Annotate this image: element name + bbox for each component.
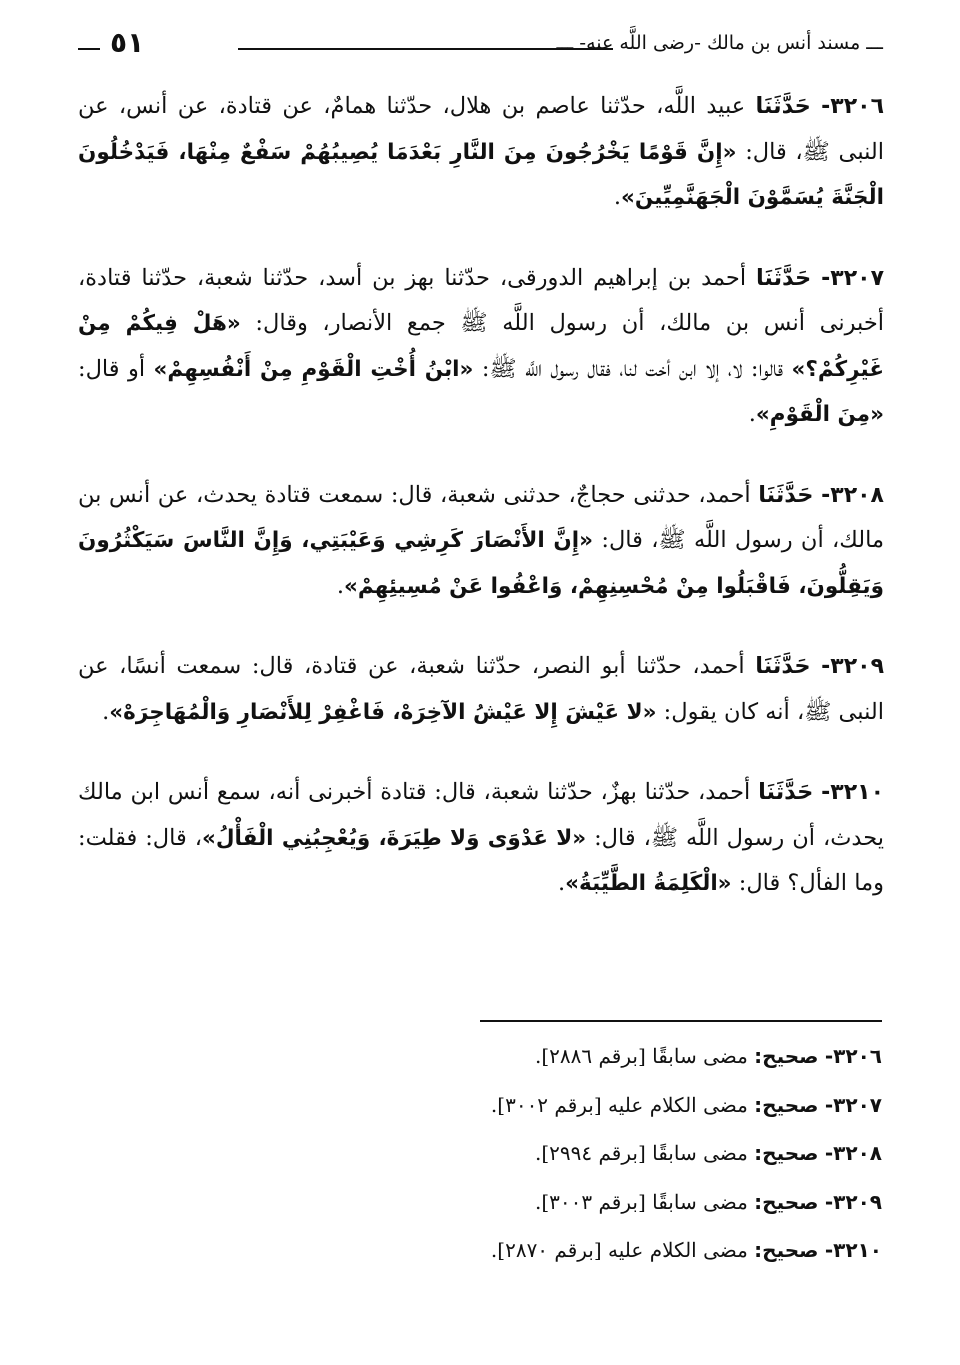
hadith-number: ٣٢٠٨- <box>821 482 884 508</box>
footnote-text: مضى سابقًا [برقم ٢٩٩٤]. <box>534 1141 748 1165</box>
footnote-text: مضى الكلام عليه [برقم ٣٠٠٢]. <box>490 1092 748 1117</box>
footnote-text: مضى سابقًا [برقم ٢٨٨٦]. <box>534 1044 748 1068</box>
hadith-3206 <box>78 84 884 221</box>
footnote-number: ٣٢١٠- <box>824 1238 882 1262</box>
hadith-matn: «لا عَيْشَ إِلا عَيْشُ الآخِرَهْ، فَاغْفِرْ لِلأَنْصَارِ وَالْمُهَاجِرَهْ» <box>109 699 657 725</box>
hadith-matn: «إِنَّ قَوْمًا يَخْرُجُونَ مِنَ النَّارِ بَعْدَمَا يُصِيبُهُمْ سَفْعٌ مِنْهَا، فَيَدْخُلُونَ الْجَنَّةَ يُسَمَّوْنَ الْجَهَنَّمِيِّينَ» <box>78 139 884 210</box>
hadith-middle: قالوا: لا، إلا ابن أخت لنا، فقال رسول اللَّه ﷺ: <box>481 355 784 382</box>
footnote-number: ٣٢٠٦- <box>824 1044 882 1068</box>
hadith-isnad: أحمد، حدّثنا أبو النصر، حدّثنا شعبة، عن قتادة، قال: سمعت أنسًا، عن النبى ﷺ، أنه كان يقول: <box>78 653 884 725</box>
hadith-tail: . <box>336 572 344 599</box>
footnote-grade: صحيح: <box>754 1189 819 1214</box>
hadith-tail: . <box>613 184 621 210</box>
footnote-separator <box>480 1020 882 1022</box>
hadith-3209 <box>78 644 884 735</box>
hadith-middle: ، قال: فقلت: وما الفأل؟ قال: <box>78 824 884 896</box>
hadith-matn: «هَلْ فِيكُمْ مِنْ غَيْرِكُمْ؟» <box>78 311 885 382</box>
hadith-matn-2: «الْكَلِمَةُ الطَّيِّبَةُ» <box>565 871 732 896</box>
hadith-matn: «إِنَّ الأَنْصَارَ كَرِشِي وَعَيْبَتِي، وَإِنَّ النَّاسَ سَيَكْثُرُونَ وَيَقِلُّونَ، فَاقْبَلُوا مِنْ مُحْسِنِهِمْ، وَاعْفُوا عَنْ مُسِيئِهِمْ» <box>78 528 884 599</box>
footnote-grade: صحيح: <box>754 1092 819 1117</box>
footnote-text: مضى سابقًا [برقم ٣٠٠٣]. <box>534 1189 748 1214</box>
footnote-grade: صحيح: <box>754 1238 819 1262</box>
footnotes <box>382 1032 882 1275</box>
hadith-keyword: حَدَّثَنَا <box>755 264 812 291</box>
hadith-number: ٣٢٠٧- <box>821 265 885 291</box>
hadith-keyword: حَدَّثَنَا <box>755 93 811 119</box>
page-number: ٥١ <box>110 26 145 59</box>
hadith-keyword: حَدَّثَنَا <box>758 779 814 805</box>
running-title: ـــ مسند أنس بن مالك -رضى اللَّه عنه- ـــ <box>556 32 883 54</box>
hadith-number: ٣٢٠٦- <box>821 94 885 119</box>
hadith-isnad: أحمد بن إبراهيم الدورقى، حدّثنا بهز بن أسد، حدّثنا شعبة، حدّثنا قتادة، أخبرنى أنس بن مالك، أن رسول اللَّه ﷺ جمع الأنصار، وقال: <box>78 264 884 336</box>
hadith-tail: . <box>102 698 110 725</box>
footnote-text: مضى الكلام عليه [برقم ٢٨٧٠]. <box>490 1238 748 1262</box>
footnote-item <box>382 1032 882 1081</box>
running-header <box>78 26 883 66</box>
footnote-grade: صحيح: <box>754 1141 819 1165</box>
hadith-keyword: حَدَّثَنَا <box>758 481 814 508</box>
hadith-matn-3: «مِنَ الْقَوْمِ» <box>755 402 884 427</box>
hadith-3208 <box>78 473 884 610</box>
footnote-item <box>382 1178 882 1227</box>
hadith-3207 <box>78 256 884 438</box>
main-text <box>78 84 884 942</box>
footnote-item <box>382 1081 882 1130</box>
hadith-isnad: أحمد، حدثنى حجاجٌ، حدثنى شعبة، قال: سمعت قتادة يحدث، عن أنس بن مالك، أن رسول اللَّه ﷺ، قال: <box>78 481 885 553</box>
hadith-matn-2: «ابْنُ أُخْتِ الْقَوْمِ مِنْ أَنْفُسِهِمْ» <box>153 356 474 382</box>
footnote-number: ٣٢٠٩- <box>824 1189 882 1214</box>
hadith-keyword: حَدَّثَنَا <box>755 653 811 679</box>
hadith-tail: . <box>558 870 566 896</box>
footnote-item <box>382 1226 882 1275</box>
hadith-number: ٣٢١٠- <box>821 780 884 805</box>
hadith-number: ٣٢٠٩- <box>821 654 884 679</box>
hadith-3210 <box>78 770 884 907</box>
hadith-isnad: أحمد، حدّثنا بهزٌ، حدّثنا شعبة، قال: قتادة أخبرنى أنه، سمع أنس ابن مالك يحدث، أن رسول اللَّه ﷺ، قال: <box>78 779 884 851</box>
hadith-tail: . <box>748 401 756 427</box>
header-dash <box>78 48 100 50</box>
footnote-item <box>382 1129 882 1178</box>
hadith-matn: «لا عَدْوَى وَلا طِيَرَةَ، وَيُعْجِبُنِي الْفَأْلُ» <box>202 825 587 851</box>
header-rule <box>238 48 613 50</box>
hadith-isnad: عبيد اللَّه، حدّثنا عاصم بن هلال، حدّثنا همامٌ، عن قتادة، عن أنس، عن النبى ﷺ، قال: <box>78 93 884 165</box>
footnote-number: ٣٢٠٧- <box>824 1092 882 1117</box>
hadith-middle-2: أو قال: <box>78 355 146 382</box>
footnote-number: ٣٢٠٨- <box>824 1141 882 1165</box>
footnote-grade: صحيح: <box>754 1044 819 1068</box>
